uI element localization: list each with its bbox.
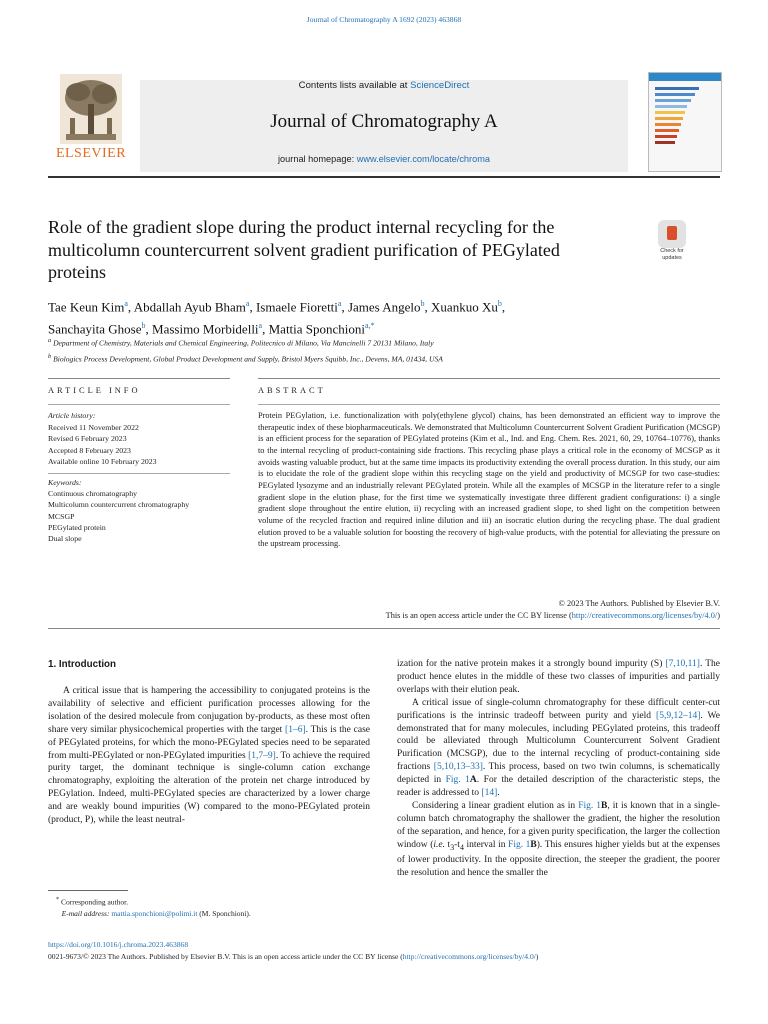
abstract-license: This is an open access article under the CC BY license (http://creativecommons.org/licenses/by/4.0/)	[385, 611, 720, 620]
doi-link[interactable]: https://doi.org/10.1016/j.chroma.2023.463868	[48, 940, 189, 949]
paragraph: A critical issue that is hampering the accessibility to conjugated proteins is the availability of selective and efficient purification processes allowing for the isolation of the desired molecule from conjugation by-products, as these most often share very similar physicochemical properties with the target [1–6]. This is the case of PEGylated proteins, for which the mono-PEGylated species need to be separated from multi-PEGylated or non-PEGylated impurities [1,7–9]. To achieve the required purity target, the dominant technique is single-column cation exchange chromatography, exploiting the alteration of the protein net charge introduced by PEGylation. Indeed, multi-PEGylated species are characterized by a lower charge and are weakly bound impurities (W) compared to the mono-PEGylated protein (product, P), while the least neutral-	[48, 686, 370, 826]
article-history	[48, 410, 230, 468]
author-list: Tae Keun Kim$^a$, Abdallah Ayub Bham$^a$, Ismaele Fioretti$^a$, James Angelo$^b$, Xuankuo Xu$^b$, Sanchayita Ghose$^b$, Massimo Morbidelli$^a$, Mattia Sponchioni$^{a,*}$	[48, 299, 506, 337]
author[interactable]: Tae Keun Kim	[48, 299, 125, 315]
author[interactable]: Xuankuo Xu	[431, 299, 498, 315]
masthead-rule	[48, 176, 720, 178]
body-column-right	[397, 658, 720, 880]
affiliations	[48, 334, 720, 365]
license-link[interactable]: http://creativecommons.org/licenses/by/4.0/	[571, 611, 718, 620]
figure-link[interactable]: Fig. 1	[445, 775, 470, 786]
history-item: Available online 10 February 2023	[48, 457, 157, 467]
keywords	[48, 477, 230, 544]
journal-cover-thumbnail	[648, 72, 722, 172]
keyword: PEGylated protein	[48, 522, 106, 532]
keyword: Multicolumn countercurrent chromatography	[48, 500, 190, 510]
history-item: Revised 6 February 2023	[48, 434, 127, 444]
elsevier-logo	[48, 72, 134, 168]
sciencedirect-link[interactable]: ScienceDirect	[410, 80, 470, 91]
citation-link[interactable]: [1,7–9]	[248, 750, 276, 761]
history-label: Article history:	[48, 411, 96, 420]
divider	[48, 628, 720, 629]
article-title: Role of the gradient slope during the product internal recycling for the multicolumn countercurrent solvent gradient purification of PEGylated proteins	[48, 217, 560, 282]
journal-reference[interactable]: Journal of Chromatography A 1692 (2023) 463868	[306, 15, 462, 24]
author[interactable]: Massimo Morbidelli	[152, 321, 259, 337]
article-info-heading: ARTICLE INFO	[48, 386, 141, 395]
elsevier-wordmark: ELSEVIER	[55, 146, 127, 161]
author[interactable]: Sanchayita Ghose	[48, 321, 142, 337]
citation-link[interactable]: [7,10,11]	[665, 659, 700, 669]
divider	[48, 473, 230, 474]
keyword: Continuous chromatography	[48, 489, 138, 499]
keywords-label: Keywords:	[48, 478, 82, 487]
corresponding-author-footnote: * Corresponding author. E-mail address: mattia.sponchioni@polimi.it (M. Sponchioni).	[56, 896, 251, 918]
homepage-link[interactable]: www.elsevier.com/locate/chroma	[356, 154, 490, 164]
paragraph: ization for the native protein makes it a strongly bound impurity (S) [7,10,11]. The product hence elutes in the middle of these two classes of impurities and partially overlaps with their elution peak.	[397, 659, 720, 695]
abstract-body: Protein PEGylation, i.e. functionalization with poly(ethylene glycol) chains, has been demonstrated an efficient way to improve the therapeutic index of these biopharmaceuticals. We demonstrated that Multicolumn Countercurrent Solvent Gradient Purification (MCSGP) is an efficient process for the separation of PEGylated proteins (Kim et al., Ind. and Eng. Chem. Res. 2021, 60, 29, 10764–10776), thanks to the internal recycling of product-containing side fractions. This recycling phase plays a critical role in the economy of MCSGP as it avoids wasting valuable product, but at the same time impacts its productivity extending the overall process duration. In this study, our aim is to elucidate the role of the gradient slope within this recycling stage on the yield and productivity of MCSGP for two case-studies: PEGylated lysozyme and an industrially relevant PEGylated protein. While all the examples of MCSGP in the literature refer to a single gradient slope in the elution phase, for the first time we systematically investigate three different gradient configurations: i) a single gradient slope throughout the entire elution, ii) recycling with an increased gradient slope, to shed light on the competition between volume of the recycled fraction and required inline dilution and iii) an isocratic elution during the recycling phase. The dual gradient elution proved to be a valuable solution for boosting the recovery of high-value products, with the potential for alleviating the pressure on the upstream processing.	[258, 411, 720, 549]
citation-link[interactable]: [1–6]	[285, 724, 306, 735]
divider	[48, 378, 230, 379]
figure-link[interactable]: Fig. 1	[578, 800, 601, 811]
citation-link[interactable]: [14]	[481, 788, 498, 799]
keyword: Dual slope	[48, 534, 82, 544]
author[interactable]: Mattia Sponchioni	[268, 321, 366, 337]
journal-homepage: journal homepage: www.elsevier.com/locate/chroma	[278, 154, 490, 164]
divider	[48, 404, 230, 405]
abstract-heading: ABSTRACT	[258, 386, 326, 395]
citation-link[interactable]: [5,10,13–33]	[433, 762, 483, 773]
paragraph: Considering a linear gradient elution as in Fig. 1B, it is known that in a single-column batch chromatography the shallower the gradient, the higher the resolution of the separation, and hence, for a given purity specification, the larger the collection window (i.e. $t_3-t_4$ interval in Fig. 1B). This ensures higher yields but at the expenses of lower productivity. In the opposite direction, the steeper the gradient, the poorer the resolution and hence the smaller the	[397, 800, 720, 879]
license-link[interactable]: http://creativecommons.org/licenses/by/4.0/	[402, 952, 536, 961]
section-heading-introduction: 1. Introduction	[48, 659, 117, 670]
check-updates-label: Check for updates	[660, 248, 684, 261]
issn-license-line: 0021-9673/© 2023 The Authors. Published by Elsevier B.V. This is an open access article under the CC BY license (http://creativecommons.org/licenses/by/4.0/)	[48, 952, 539, 961]
author[interactable]: Abdallah Ayub Bham	[133, 299, 246, 315]
footnote-rule	[48, 890, 128, 891]
email-link[interactable]: mattia.sponchioni@polimi.it	[111, 908, 198, 918]
divider	[258, 404, 720, 405]
keyword: MCSGP	[48, 511, 75, 521]
affiliation: $^a$ Department of Chemistry, Materials and Chemical Engineering, Politecnico di Milano, Via Mancinelli 7 20131 Milano, Italy	[48, 337, 434, 348]
elsevier-tree-icon	[60, 74, 122, 144]
history-item: Accepted 8 February 2023	[48, 445, 131, 455]
citation-link[interactable]: [5,9,12–14]	[656, 710, 701, 721]
history-item: Received 11 November 2022	[48, 422, 139, 432]
affiliation: $^b$ Biologics Process Development, Global Product Development and Supply, Bristol Myers Squibb, Inc., Devens, MA, 01434, USA	[48, 352, 443, 364]
body-column-left	[48, 685, 370, 827]
figure-link[interactable]: Fig. 1	[508, 839, 531, 850]
contents-line: Contents lists available at ScienceDirect	[298, 80, 470, 91]
divider	[258, 378, 720, 379]
paragraph: A critical issue of single-column chromatography for these difficult center-cut purifications is the intrinsic tradeoff between purity and yield [5,9,12–14]. We demonstrated that for many molecules, including PEGylated proteins, this tradeoff could be alleviated through Multicolumn Countercurrent Solvent Gradient Purification (MCSGP), due to the internal recycling of product-containing side fractions [5,10,13–33]. This process, based on two twin columns, is schematically depicted in Fig. 1A. For the detailed description of the characteristic steps, the reader is addressed to [14].	[397, 697, 720, 799]
check-for-updates-button[interactable]	[652, 220, 692, 268]
abstract-copyright: © 2023 The Authors. Published by Elsevier B.V.	[558, 599, 720, 608]
author[interactable]: James Angelo	[347, 299, 421, 315]
journal-title: Journal of Chromatography A	[270, 111, 498, 132]
author[interactable]: Ismaele Fioretti	[255, 299, 338, 315]
check-updates-icon	[658, 220, 686, 248]
